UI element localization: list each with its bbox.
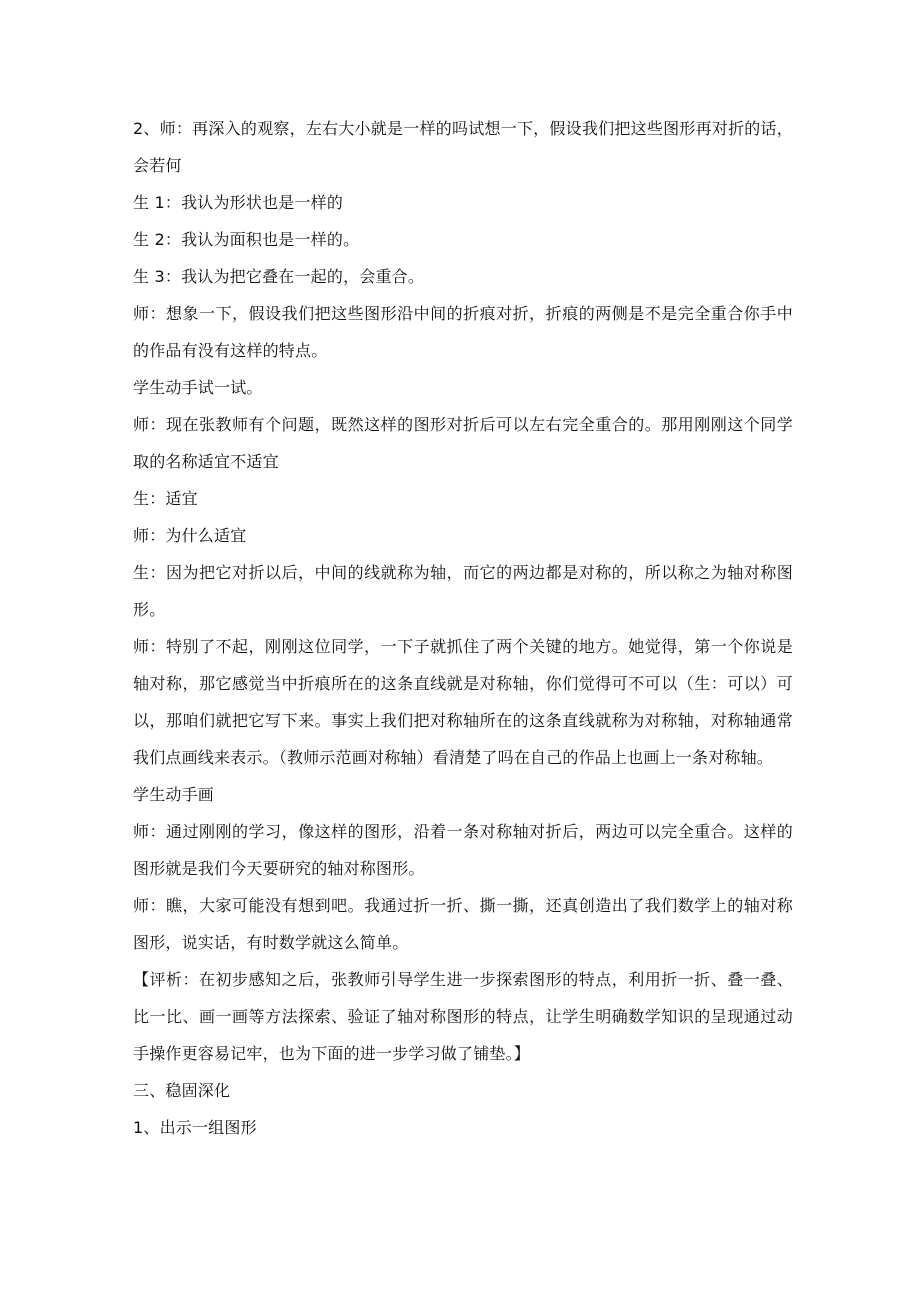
paragraph-students-draw: 学生动手画 [133,785,215,804]
paragraph-show-figures: 1、出示一组图形 [133,1118,257,1137]
paragraph-student-2: 生 2：我认为面积也是一样的。 [133,230,360,249]
paragraph-teacher-why: 师：为什么适宜 [133,526,247,545]
paragraph-teacher-axis: 师：特别了不起，刚刚这位同学，一下子就抓住了两个关键的地方。她觉得，第一个你说是轴对称，那它感觉当中折痕所在的这条直线就是对称轴，你们觉得可不可以（生：可以）可以，那咱们就把它写下来。事实上我们把对称轴所在的这条直线就称为对称轴，对称轴通常我们点画线来表示。（教师示范画对称轴）看清楚了吗在自己的作品上也画上一条对称轴。 [133,637,793,767]
paragraph-student-1: 生 1：我认为形状也是一样的 [133,193,344,212]
paragraph-teacher-name-question: 师：现在张教师有个问题，既然这样的图形对折后可以左右完全重合的。那用刚刚这个同学取的名称适宜不适宜 [133,415,793,471]
paragraph-teacher-question: 2、师：再深入的观察，左右大小就是一样的吗试想一下，假设我们把这些图形再对折的话，会若何 [133,119,793,175]
paragraph-student-suitable: 生：适宜 [133,489,198,508]
paragraph-teacher-simple: 师：瞧，大家可能没有想到吧。我通过折一折、撕一撕，还真创造出了我们数学上的轴对称图形，说实话，有时数学就这么简单。 [133,896,793,952]
document-body [133,110,793,1146]
paragraph-student-3: 生 3：我认为把它叠在一起的，会重合。 [133,267,425,286]
section-heading-consolidate: 三、稳固深化 [133,1081,231,1100]
paragraph-teacher-summary: 师：通过刚刚的学习，像这样的图形，沿着一条对称轴对折后，两边可以完全重合。这样的图形就是我们今天要研究的轴对称图形。 [133,822,793,878]
paragraph-teacher-imagine: 师：想象一下，假设我们把这些图形沿中间的折痕对折，折痕的两侧是不是完全重合你手中的作品有没有这样的特点。 [133,304,793,360]
paragraph-students-try: 学生动手试一试。 [133,378,263,397]
paragraph-commentary: 【评析：在初步感知之后，张教师引导学生进一步探索图形的特点，利用折一折、叠一叠、比一比、画一画等方法探索、验证了轴对称图形的特点，让学生明确数学知识的呈现通过动手操作更容易记牢，也为下面的进一步学习做了铺垫。】 [133,970,793,1063]
paragraph-student-reason: 生：因为把它对折以后，中间的线就称为轴，而它的两边都是对称的，所以称之为轴对称图形。 [133,563,793,619]
